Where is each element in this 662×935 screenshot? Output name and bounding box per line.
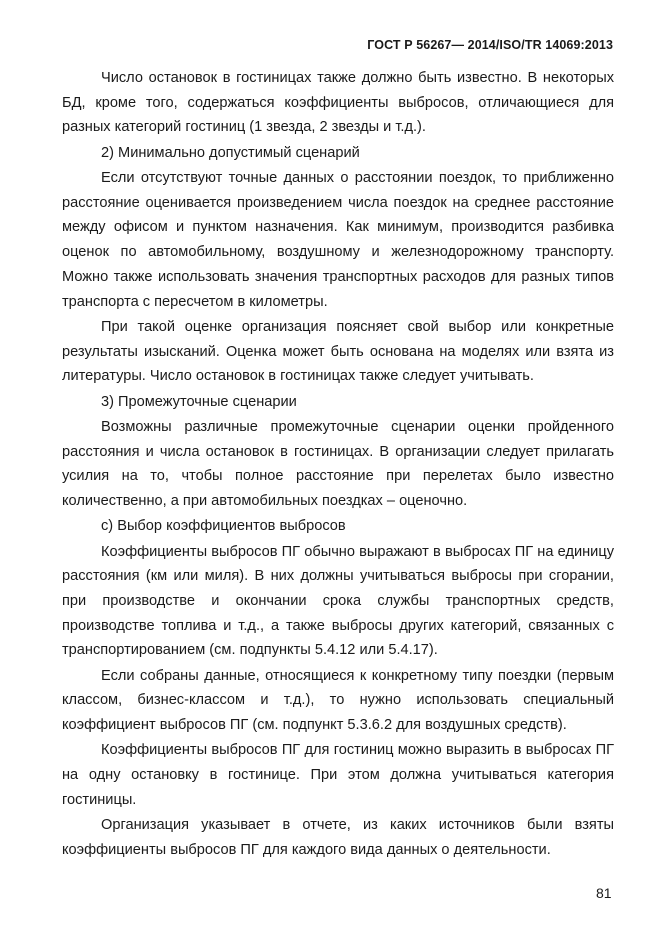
- document-header: ГОСТ Р 56267— 2014/ISO/TR 14069:2013: [367, 38, 613, 52]
- paragraph-distance-estimate: Если отсутствуют точные данных о расстоянии поездок, то приближенно расстояние оценивается произведением числа поездок на среднее расстояние между офисом и пунктом назначения. Как минимум, производится разбивка оценок по автомобильному, воздушному и железнодорожному транспорту. Можно также использовать значения транспортных расходов для разных типов транспорта с пересчетом в километры.: [62, 170, 614, 310]
- paragraph-sources: Организация указывает в отчете, из каких источников были взяты коэффициенты выбросов ПГ для каждого вида данных о деятельности.: [62, 817, 614, 858]
- paragraph-hotel-factors: Коэффициенты выбросов ПГ для гостиниц можно выразить в выбросах ПГ на одну остановку в гостинице. При этом должна учитываться категория гостиницы.: [62, 742, 614, 808]
- paragraph-intermediate-scenarios: Возможны различные промежуточные сценарии оценки пройденного расстояния и числа остановок в гостиницах. В организации следует прилагать усилия на то, чтобы полное расстояние при перелетах было известно количественно, а при автомобильных поездках – оценочно.: [62, 418, 614, 509]
- paragraph-estimate-explanation: При такой оценке организация поясняет свой выбор или конкретные результаты изысканий. Оценка может быть основана на моделях или взята из литературы. Число остановок в гостиницах также следует учитывать.: [62, 318, 614, 385]
- heading-minimum-scenario: 2) Минимально допустимый сценарий: [101, 144, 360, 161]
- paragraph-emission-factors: Коэффициенты выбросов ПГ обычно выражают в выбросах ПГ на единицу расстояния (км или миля). В них должны учитываться выбросы при сгорании, при производстве и окончании срока службы транспортных средств, производстве топлива и т.д., а также выбросы других категорий, связанных с транспортированием (см. подпункты 5.4.12 или 5.4.17).: [62, 543, 614, 659]
- page-number: 81: [596, 885, 612, 901]
- page-body: [62, 66, 614, 863]
- paragraph-hotel-stays: Число остановок в гостиницах также должно быть известно. В некоторых БД, кроме того, содержаться коэффициенты выбросов, отличающиеся для разных категорий гостиниц (1 звезда, 2 звезды и т.д.).: [62, 70, 614, 136]
- heading-intermediate-scenarios: 3) Промежуточные сценарии: [101, 393, 297, 410]
- heading-emission-factors: c) Выбор коэффициентов выбросов: [101, 518, 346, 535]
- paragraph-trip-type: Если собраны данные, относящиеся к конкретному типу поездки (первым классом, бизнес-классом и т.д.), то нужно использовать специальный коэффициент выбросов ПГ (см. подпункт 5.3.6.2 для воздушных средств).: [62, 667, 614, 734]
